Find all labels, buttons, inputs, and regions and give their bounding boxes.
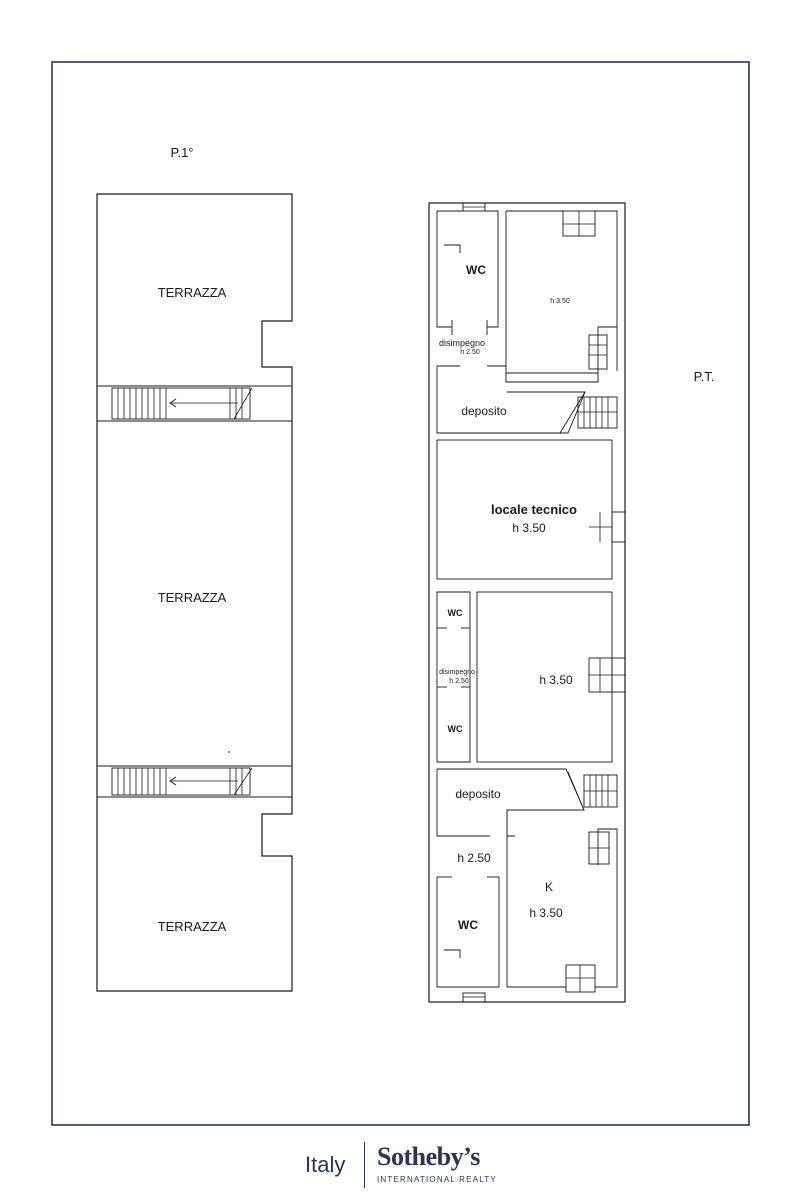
hallway-2-height-label: h 2.50 bbox=[449, 678, 469, 685]
hallway-1-height-label: h 2.50 bbox=[460, 349, 480, 356]
hallway-label-1: disimpegno bbox=[438, 338, 486, 348]
wc-label-4: WC bbox=[458, 918, 478, 932]
hallway-3-height-label: h 2.50 bbox=[457, 851, 491, 865]
first-floor-plan bbox=[97, 145, 292, 991]
agency-logo bbox=[0, 1140, 800, 1190]
terrace-label-middle: TERRAZZA bbox=[157, 590, 227, 605]
ground-floor-outline bbox=[429, 203, 625, 1002]
room-1-height-label: h 3.50 bbox=[550, 298, 570, 305]
kitchen-height-label: h 3.50 bbox=[529, 906, 563, 920]
storage-label-1: deposito bbox=[461, 404, 507, 418]
wc-label-3: WC bbox=[447, 724, 463, 734]
first-floor-stair-lower bbox=[112, 768, 252, 795]
drawing-frame bbox=[52, 62, 749, 1125]
logo-subtitle: INTERNATIONAL REALTY bbox=[377, 1175, 497, 1184]
first-floor-label: P.1° bbox=[170, 145, 194, 160]
terrace-label-bottom: TERRAZZA bbox=[157, 919, 227, 934]
first-floor-stair-upper bbox=[112, 388, 252, 419]
wc-label-1: WC bbox=[466, 263, 486, 277]
wc-label-2: WC bbox=[447, 608, 463, 618]
storage-label-2: deposito bbox=[455, 787, 501, 801]
ground-floor-label: P.T. bbox=[693, 369, 715, 384]
logo-divider bbox=[364, 1142, 365, 1188]
logo-brand-name: Sotheby’s bbox=[377, 1142, 480, 1171]
kitchen-label: K bbox=[544, 880, 554, 894]
technical-room-height-label: h 3.50 bbox=[512, 521, 546, 535]
hallway-label-2: disimpegno bbox=[439, 669, 475, 676]
technical-room-label: locale tecnico bbox=[491, 502, 577, 517]
logo-region: Italy bbox=[305, 1152, 346, 1177]
room-2-height-label: h 3.50 bbox=[539, 673, 573, 687]
terrace-label-top: TERRAZZA bbox=[157, 285, 227, 300]
ground-floor-plan bbox=[429, 203, 714, 1002]
